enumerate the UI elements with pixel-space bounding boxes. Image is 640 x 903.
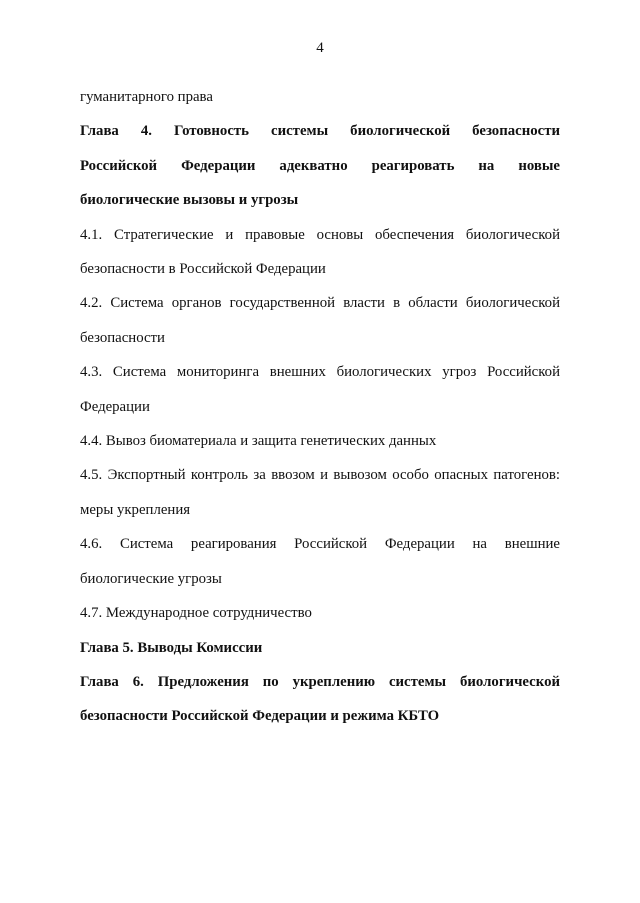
chapter-6-heading-line-1: Глава 6. Предложения по укреплению системы биологической (80, 673, 560, 690)
section-4-1-line-2: безопасности в Российской Федерации (80, 261, 326, 278)
table-of-contents (80, 80, 560, 734)
chapter-6-heading-line-2: безопасности Российской Федерации и режима КБТО (80, 708, 440, 725)
section-4-2-line-1: 4.2. Система органов государственной власти в области биологической (80, 295, 560, 312)
page-number: 4 (316, 40, 324, 56)
section-4-5-line-1: 4.5. Экспортный контроль за ввозом и вывозом особо опасных патогенов: (80, 467, 560, 484)
chapter-4-heading-line-2: Российской Федерации адекватно реагировать на новые (80, 157, 560, 174)
chapter-5-heading: Глава 5. Выводы Комиссии (80, 639, 263, 656)
section-4-4: 4.4. Вывоз биоматериала и защита генетических данных (80, 433, 437, 450)
section-4-7: 4.7. Международное сотрудничество (80, 605, 312, 622)
toc-line-continuation: гуманитарного права (80, 89, 213, 105)
section-4-3-line-1: 4.3. Система мониторинга внешних биологических угроз Российской (80, 364, 560, 381)
chapter-4-heading-line-3: биологические вызовы и угрозы (80, 192, 299, 209)
chapter-4-heading-line-1: Глава 4. Готовность системы биологической безопасности (80, 123, 560, 140)
section-4-5-line-2: меры укрепления (80, 501, 191, 518)
section-4-6-line-1: 4.6. Система реагирования Российской Федерации на внешние (80, 536, 560, 553)
section-4-1-line-1: 4.1. Стратегические и правовые основы обеспечения биологической (80, 226, 560, 243)
section-4-6-line-2: биологические угрозы (80, 570, 222, 587)
section-4-3-line-2: Федерации (80, 398, 150, 415)
section-4-2-line-2: безопасности (80, 329, 165, 346)
